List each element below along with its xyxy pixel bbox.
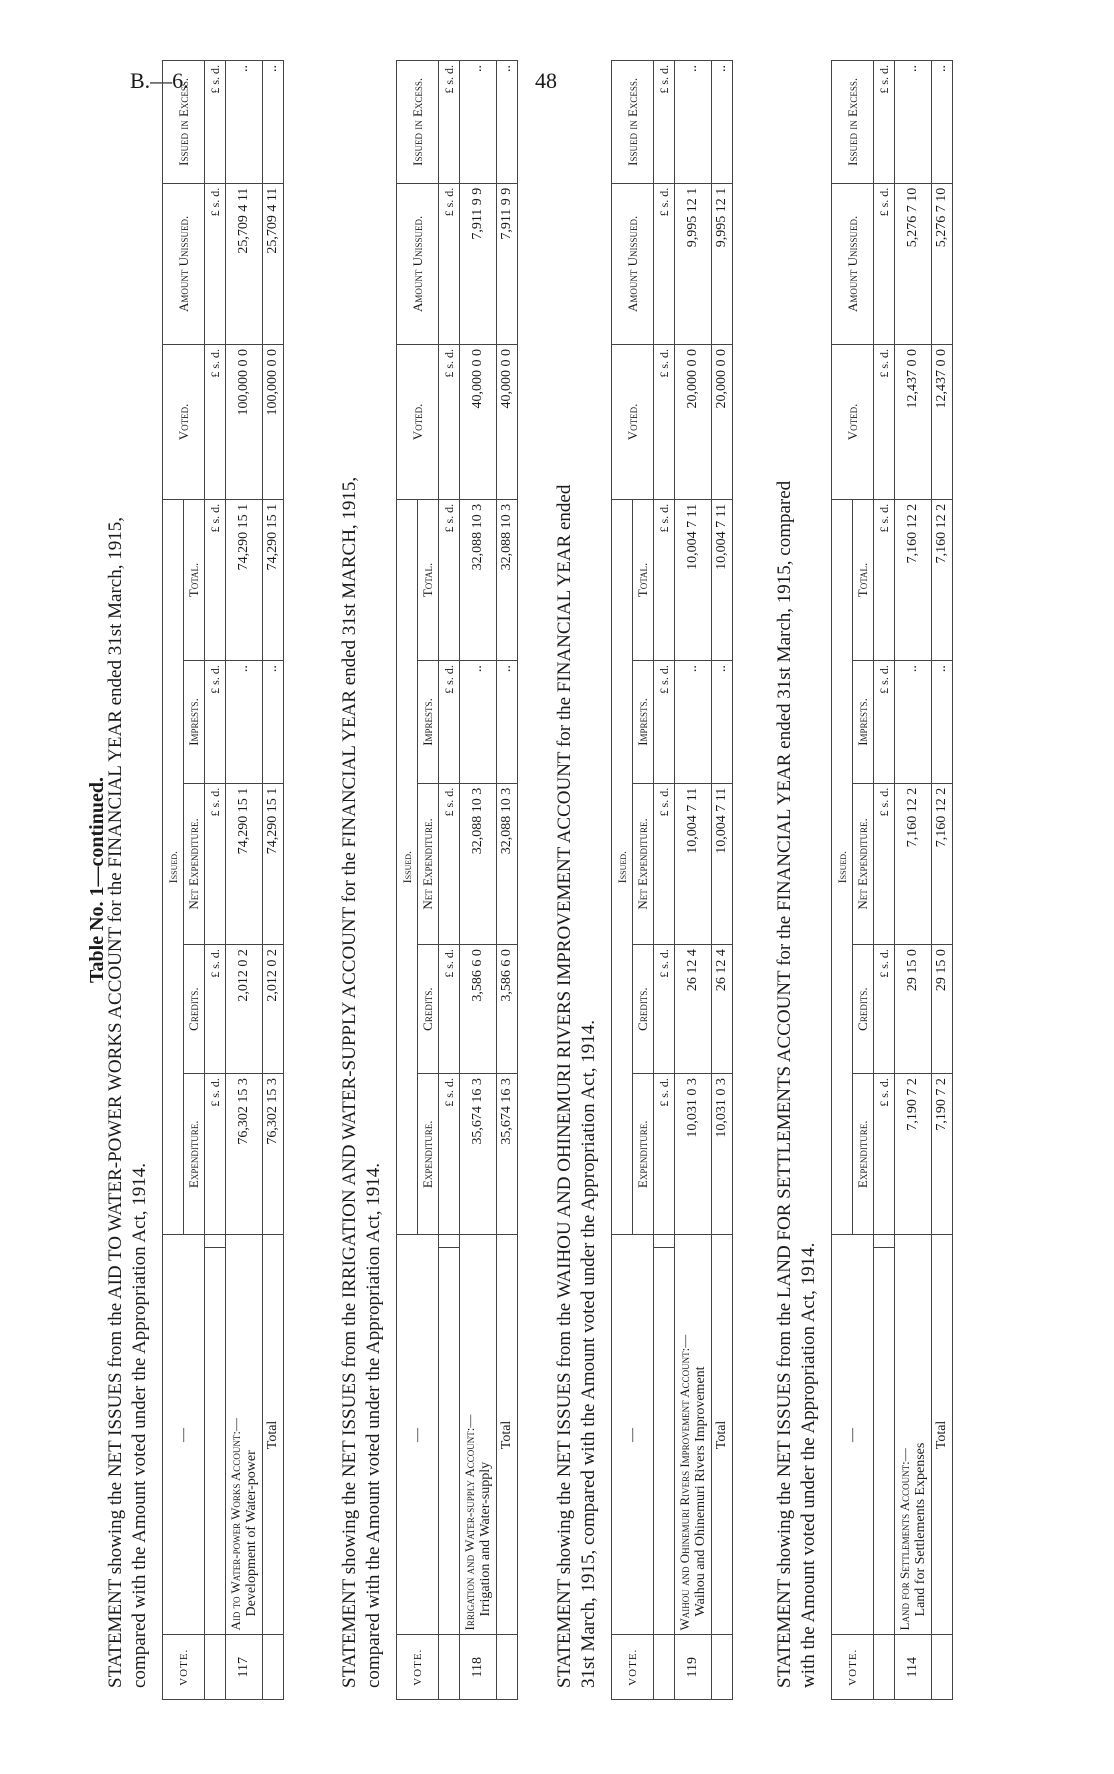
- net-expenditure-header: Net Expenditure.: [184, 783, 205, 944]
- total-excess: ..: [712, 61, 733, 184]
- total-imprests: ..: [497, 661, 518, 784]
- units-label: £ s. d.: [874, 499, 895, 660]
- total-voted: 12,437 0 0: [932, 345, 953, 500]
- row-imprests: ..: [226, 661, 263, 784]
- amount-unissued-header: Amount Unissued.: [832, 183, 874, 344]
- total-expenditure: 76,302 15 3: [263, 1074, 284, 1235]
- total-row: [497, 61, 518, 1700]
- total-net: 74,290 15 1: [263, 783, 284, 944]
- total-net: 7,160 12 2: [932, 783, 953, 944]
- statement-heading-line2: compared with the Amount voted under the Appropriation Act, 1914.: [129, 1162, 150, 1688]
- units-label: £ s. d.: [874, 661, 895, 784]
- row-excess: ..: [895, 61, 932, 184]
- row-excess: ..: [675, 61, 712, 184]
- row-unissued: 9,995 12 1: [675, 183, 712, 344]
- units-label: £ s. d.: [205, 61, 226, 184]
- imprests-header: Imprests.: [418, 661, 439, 784]
- vote-header: VOTE.: [612, 1635, 654, 1700]
- account-item: Waihou and Ohinemuri Rivers Improvement: [693, 1366, 708, 1617]
- row-excess: ..: [460, 61, 497, 184]
- units-label: £ s. d.: [654, 499, 675, 660]
- units-label: £ s. d.: [654, 945, 675, 1074]
- account-description: [675, 1235, 712, 1635]
- total-expenditure: 35,674 16 3: [497, 1074, 518, 1235]
- row-expenditure: 10,031 0 3: [675, 1074, 712, 1235]
- total-excess: ..: [263, 61, 284, 184]
- description-header: —: [612, 1235, 654, 1635]
- net-expenditure-header: Net Expenditure.: [853, 783, 874, 944]
- units-label: £ s. d.: [439, 61, 460, 184]
- units-label: £ s. d.: [654, 783, 675, 944]
- total-label: Total: [497, 1235, 518, 1635]
- page-number: 48: [535, 68, 557, 93]
- row-unissued: 5,276 7 10: [895, 183, 932, 344]
- account-item: Irrigation and Water-supply: [478, 1461, 493, 1617]
- statement-section: [104, 60, 280, 1700]
- total-row: [263, 61, 284, 1700]
- units-label: £ s. d.: [439, 183, 460, 344]
- row-unissued: 7,911 9 9: [460, 183, 497, 344]
- issued-in-excess-header: Issued in Excess.: [397, 61, 439, 184]
- total-expenditure: 10,031 0 3: [712, 1074, 733, 1235]
- row-credits: 26 12 4: [675, 945, 712, 1074]
- amount-unissued-header: Amount Unissued.: [612, 183, 654, 344]
- row-expenditure: 7,190 7 2: [895, 1074, 932, 1235]
- units-label: £ s. d.: [205, 345, 226, 500]
- expenditure-header: Expenditure.: [853, 1074, 874, 1235]
- vote-number: 118: [460, 1635, 497, 1700]
- row-net: 32,088 10 3: [460, 783, 497, 944]
- total-row: [712, 61, 733, 1700]
- total-excess: ..: [932, 61, 953, 184]
- units-label: £ s. d.: [874, 345, 895, 500]
- issued-in-excess-header: Issued in Excess.: [832, 61, 874, 184]
- units-row: [205, 61, 226, 1700]
- statement-table: [611, 60, 733, 1700]
- expenditure-header: Expenditure.: [184, 1074, 205, 1235]
- statement-heading-line2: compared with the Amount voted under the Appropriation Act, 1914.: [363, 1162, 384, 1688]
- units-label: £ s. d.: [439, 661, 460, 784]
- row-total: 7,160 12 2: [895, 499, 932, 660]
- total-header: Total.: [184, 499, 205, 660]
- net-expenditure-header: Net Expenditure.: [418, 783, 439, 944]
- amount-unissued-header: Amount Unissued.: [397, 183, 439, 344]
- units-label: £ s. d.: [205, 183, 226, 344]
- row-total: 32,088 10 3: [460, 499, 497, 660]
- statement-heading: [104, 60, 162, 1700]
- voted-header: Voted.: [612, 345, 654, 500]
- statement-heading-line2: 31st March, 1915, compared with the Amount voted under the Appropriation Act, 1914.: [578, 1019, 599, 1688]
- statement-heading-line1: STATEMENT showing the NET ISSUES from the AID TO WATER-POWER WORKS ACCOUNT for the FINANCIAL YEAR ended 31st March, 1915,: [105, 517, 126, 1688]
- description-header: —: [832, 1235, 874, 1635]
- description-header: —: [397, 1235, 439, 1635]
- units-label: £ s. d.: [205, 1074, 226, 1235]
- table-row: [675, 61, 712, 1700]
- account-name: Aid to Water-power Works Account:—: [228, 1418, 243, 1631]
- total-imprests: ..: [263, 661, 284, 784]
- total-total: 7,160 12 2: [932, 499, 953, 660]
- imprests-header: Imprests.: [184, 661, 205, 784]
- table-row: [460, 61, 497, 1700]
- voted-header: Voted.: [163, 345, 205, 500]
- statement-table: [162, 60, 284, 1700]
- issued-header: Issued.: [832, 499, 853, 1235]
- total-credits: 2,012 0 2: [263, 945, 284, 1074]
- units-label: £ s. d.: [654, 345, 675, 500]
- units-label: £ s. d.: [205, 783, 226, 944]
- issued-header: Issued.: [163, 499, 184, 1235]
- credits-header: Credits.: [633, 945, 654, 1074]
- total-voted: 20,000 0 0: [712, 345, 733, 500]
- rotated-page-content: [8, 60, 1114, 1700]
- amount-unissued-header: Amount Unissued.: [163, 183, 205, 344]
- vote-number: 114: [895, 1635, 932, 1700]
- row-voted: 100,000 0 0: [226, 345, 263, 500]
- total-expenditure: 7,190 7 2: [932, 1074, 953, 1235]
- statement-heading-line1: STATEMENT showing the NET ISSUES from the IRRIGATION AND WATER-SUPPLY ACCOUNT for the FINANCIAL YEAR ended 31st MARCH, 1915,: [339, 476, 360, 1688]
- total-label: Total: [712, 1235, 733, 1635]
- row-unissued: 25,709 4 11: [226, 183, 263, 344]
- account-item: Land for Settlements Expenses: [913, 1442, 928, 1617]
- statement-heading-line1: STATEMENT showing the NET ISSUES from the WAIHOU AND OHINEMURI RIVERS IMPROVEMENT ACCOUNT for the FINANCIAL YEAR ended: [554, 484, 575, 1688]
- total-credits: 26 12 4: [712, 945, 733, 1074]
- total-header: Total.: [853, 499, 874, 660]
- row-excess: ..: [226, 61, 263, 184]
- account-description: [460, 1235, 497, 1635]
- row-voted: 12,437 0 0: [895, 345, 932, 500]
- row-total: 10,004 7 11: [675, 499, 712, 660]
- total-excess: ..: [497, 61, 518, 184]
- vote-number: 117: [226, 1635, 263, 1700]
- statement-heading-line2: with the Amount voted under the Appropriation Act, 1914.: [798, 1242, 819, 1688]
- units-label: £ s. d.: [205, 499, 226, 660]
- table-row: [226, 61, 263, 1700]
- issued-header: Issued.: [397, 499, 418, 1235]
- row-credits: 3,586 6 0: [460, 945, 497, 1074]
- row-credits: 2,012 0 2: [226, 945, 263, 1074]
- units-label: £ s. d.: [874, 183, 895, 344]
- units-label: £ s. d.: [439, 945, 460, 1074]
- units-row: [439, 61, 460, 1700]
- statement-section: [553, 60, 729, 1700]
- vote-header: VOTE.: [397, 1635, 439, 1700]
- account-name: Land for Settlements Account:—: [897, 1448, 912, 1631]
- total-unissued: 5,276 7 10: [932, 183, 953, 344]
- total-label: Total: [263, 1235, 284, 1635]
- row-expenditure: 76,302 15 3: [226, 1074, 263, 1235]
- total-net: 32,088 10 3: [497, 783, 518, 944]
- total-header: Total.: [418, 499, 439, 660]
- row-total: 74,290 15 1: [226, 499, 263, 660]
- units-label: £ s. d.: [654, 183, 675, 344]
- row-credits: 29 15 0: [895, 945, 932, 1074]
- expenditure-header: Expenditure.: [418, 1074, 439, 1235]
- page-reference: B.—6.: [130, 68, 189, 93]
- units-label: £ s. d.: [439, 345, 460, 500]
- vote-header: VOTE.: [163, 1635, 205, 1700]
- row-imprests: ..: [675, 661, 712, 784]
- account-item: Development of Water-power: [244, 1450, 259, 1617]
- total-unissued: 25,709 4 11: [263, 183, 284, 344]
- units-label: £ s. d.: [874, 1074, 895, 1235]
- units-label: £ s. d.: [439, 1074, 460, 1235]
- statement-section: [338, 60, 514, 1700]
- total-net: 10,004 7 11: [712, 783, 733, 944]
- net-expenditure-header: Net Expenditure.: [633, 783, 654, 944]
- statement-heading: [553, 60, 611, 1700]
- total-imprests: ..: [712, 661, 733, 784]
- total-imprests: ..: [932, 661, 953, 784]
- total-credits: 3,586 6 0: [497, 945, 518, 1074]
- statement-heading: [773, 60, 831, 1700]
- vote-number: 119: [675, 1635, 712, 1700]
- row-voted: 20,000 0 0: [675, 345, 712, 500]
- imprests-header: Imprests.: [633, 661, 654, 784]
- statement-table: [831, 60, 953, 1700]
- table-row: [895, 61, 932, 1700]
- statement-table: [396, 60, 518, 1700]
- total-credits: 29 15 0: [932, 945, 953, 1074]
- imprests-header: Imprests.: [853, 661, 874, 784]
- total-unissued: 9,995 12 1: [712, 183, 733, 344]
- statement-heading: [338, 60, 396, 1700]
- units-label: £ s. d.: [439, 783, 460, 944]
- description-header: —: [163, 1235, 205, 1635]
- total-unissued: 7,911 9 9: [497, 183, 518, 344]
- row-imprests: ..: [895, 661, 932, 784]
- account-name: Irrigation and Water-supply Account:—: [462, 1414, 477, 1631]
- voted-header: Voted.: [832, 345, 874, 500]
- total-total: 32,088 10 3: [497, 499, 518, 660]
- statement-section: [773, 60, 949, 1700]
- total-label: Total: [932, 1235, 953, 1635]
- account-description: [895, 1235, 932, 1635]
- units-row: [874, 61, 895, 1700]
- units-label: £ s. d.: [205, 945, 226, 1074]
- total-voted: 100,000 0 0: [263, 345, 284, 500]
- table-title: Table No. 1—continued.: [86, 777, 108, 983]
- row-voted: 40,000 0 0: [460, 345, 497, 500]
- units-label: £ s. d.: [654, 1074, 675, 1235]
- row-net: 74,290 15 1: [226, 783, 263, 944]
- total-total: 10,004 7 11: [712, 499, 733, 660]
- credits-header: Credits.: [853, 945, 874, 1074]
- statement-heading-line1: STATEMENT showing the NET ISSUES from the LAND FOR SETTLEMENTS ACCOUNT for the FINANCIAL YEAR ended 31st March, 1915, compared: [774, 480, 795, 1688]
- total-voted: 40,000 0 0: [497, 345, 518, 500]
- units-label: £ s. d.: [439, 499, 460, 660]
- vote-header: VOTE.: [832, 1635, 874, 1700]
- account-description: [226, 1235, 263, 1635]
- units-label: £ s. d.: [654, 61, 675, 184]
- row-imprests: ..: [460, 661, 497, 784]
- credits-header: Credits.: [418, 945, 439, 1074]
- units-label: £ s. d.: [874, 61, 895, 184]
- total-total: 74,290 15 1: [263, 499, 284, 660]
- total-header: Total.: [633, 499, 654, 660]
- issued-in-excess-header: Issued in Excess.: [163, 61, 205, 184]
- credits-header: Credits.: [184, 945, 205, 1074]
- issued-header: Issued.: [612, 499, 633, 1235]
- row-net: 7,160 12 2: [895, 783, 932, 944]
- units-label: £ s. d.: [205, 661, 226, 784]
- units-row: [654, 61, 675, 1700]
- issued-in-excess-header: Issued in Excess.: [612, 61, 654, 184]
- total-row: [932, 61, 953, 1700]
- account-name: Waihou and Ohinemuri Rivers Improvement Account:—: [677, 1334, 692, 1631]
- voted-header: Voted.: [397, 345, 439, 500]
- units-label: £ s. d.: [654, 661, 675, 784]
- row-net: 10,004 7 11: [675, 783, 712, 944]
- expenditure-header: Expenditure.: [633, 1074, 654, 1235]
- units-label: £ s. d.: [874, 945, 895, 1074]
- units-label: £ s. d.: [874, 783, 895, 944]
- row-expenditure: 35,674 16 3: [460, 1074, 497, 1235]
